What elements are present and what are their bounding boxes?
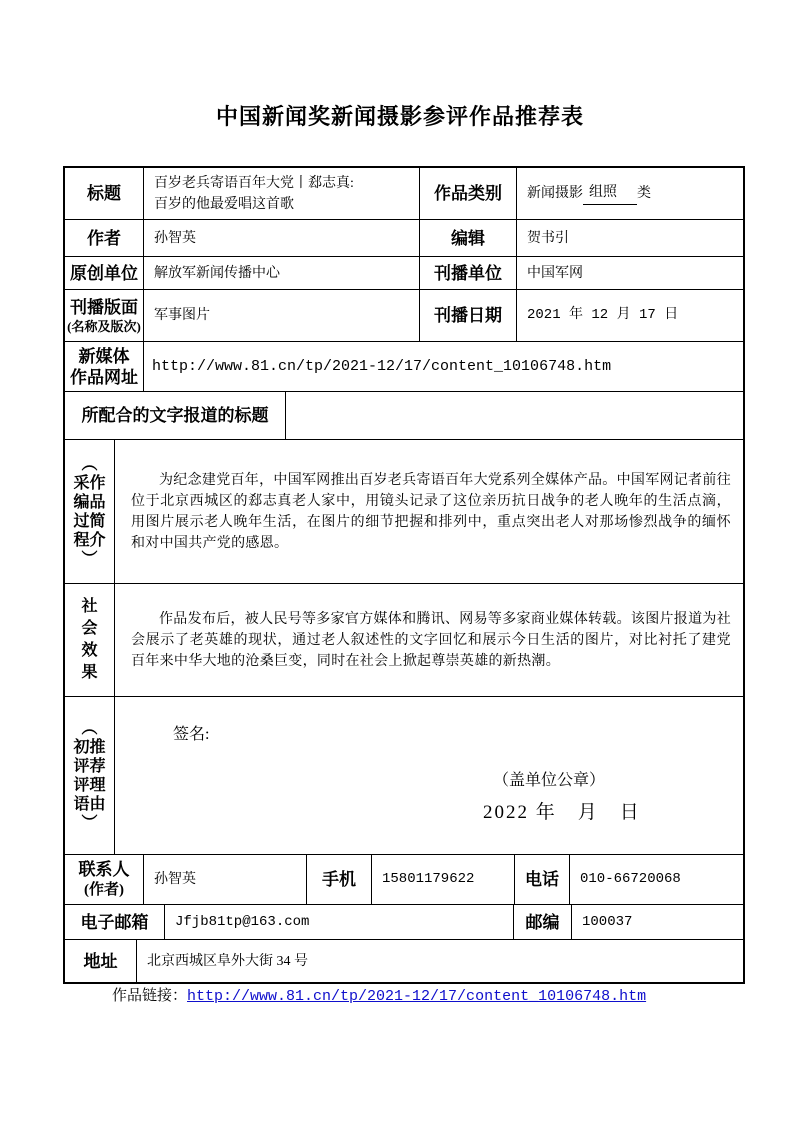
process-label-line2: 编品 — [73, 493, 106, 511]
process-cell — [115, 440, 743, 583]
row-org — [65, 257, 743, 290]
row-process — [65, 440, 743, 584]
org-label: 原创单位 — [65, 257, 144, 289]
address-label: 地址 — [65, 940, 137, 982]
zip-label: 邮编 — [514, 905, 572, 939]
publish-org-value: 中国军网 — [527, 265, 583, 281]
effect-cell — [115, 584, 743, 696]
publish-org-label: 刊播单位 — [420, 257, 517, 289]
url-label-line2: 作品网址 — [70, 367, 138, 387]
text-report-title-value — [286, 392, 743, 439]
row-edition — [65, 290, 743, 342]
process-label-paren-top: ︵ — [81, 455, 98, 473]
process-label — [65, 440, 115, 583]
mobile-value: 15801179622 — [372, 855, 515, 904]
sign-date-line: 2022 年 月 日 — [483, 802, 641, 823]
review-label-paren-bottom: ︶ — [81, 814, 98, 832]
email-label: 电子邮箱 — [65, 905, 165, 939]
title-value-line1: 百岁老兵寄语百年大党丨郄志真: — [154, 175, 354, 191]
page-title: 中国新闻奖新闻摄影参评作品推荐表 — [215, 104, 584, 129]
effect-label-line2: 会 — [81, 620, 98, 637]
row-title — [65, 168, 743, 220]
process-label-line4: 程介 — [73, 531, 106, 549]
effect-label — [65, 584, 115, 696]
review-label-line3: 评理 — [73, 776, 106, 794]
process-text: 为纪念建党百年，中国军网推出百岁老兵寄语百年大党系列全媒体产品。中国军网记者前往位于北京西城区的郄志真老人家中，用镜头记录了这位亲历抗日战争的老人晚年的生活点滴，用图片展示老人晚年生活，在图片的细节把握和排列中，重点突出老人对那场惨烈战争的缅怀和对中国共产党的感恩。 — [131, 472, 731, 551]
footer-link-label: 作品链接： — [112, 988, 188, 1004]
mobile-label: 手机 — [307, 855, 372, 904]
work-link[interactable]: http://www.81.cn/tp/2021-12/17/content_10106748.htm — [187, 988, 647, 1005]
review-label-paren-top: ︵ — [81, 719, 98, 737]
category-value — [517, 168, 743, 219]
address-value: 北京西城区阜外大街 34 号 — [147, 953, 308, 969]
category-label: 作品类别 — [420, 168, 517, 219]
title-value-line2: 百岁的他最爱唱这首歌 — [154, 196, 294, 212]
contact-label-line2: (作者) — [84, 881, 124, 898]
recommendation-form-table — [63, 166, 745, 984]
contact-name: 孙智英 — [144, 855, 307, 904]
publish-date-value: 2021 年 12 月 17 日 — [527, 307, 679, 323]
row-review — [65, 697, 743, 855]
email-value: Jfjb81tp@163.com — [165, 905, 514, 939]
edition-value: 军事图片 — [144, 290, 420, 341]
review-label-line1: 初推 — [73, 738, 106, 756]
seal-note: （盖单位公章） — [493, 772, 606, 789]
url-value: http://www.81.cn/tp/2021-12/17/content_10106748.htm — [152, 358, 612, 375]
title-value — [144, 168, 420, 219]
category-type-underlined: 组照 — [583, 182, 637, 205]
zip-value: 100037 — [582, 913, 633, 930]
effect-text: 作品发布后，被人民号等多家官方媒体和腾讯、网易等多家商业媒体转载。该图片报道为社会展示了老英雄的现状，通过老人叙述性的文字回忆和展示今日生活的图片，对比衬托了建党百年来中华大地的沧桑巨变，同时在社会上掀起尊崇英雄的新热潮。 — [131, 611, 731, 669]
title-label: 标题 — [65, 168, 144, 219]
process-label-paren-bottom: ︶ — [81, 550, 98, 568]
footer-link-line — [112, 984, 646, 1005]
category-suffix: 类 — [637, 186, 651, 201]
review-label-line4: 语由 — [73, 795, 106, 813]
review-label — [65, 697, 115, 854]
contact-label-line1: 联系人 — [78, 859, 130, 879]
phone-value: 010-66720068 — [580, 871, 681, 887]
edition-label-sub: (名称及版次) — [67, 318, 141, 334]
row-url — [65, 342, 743, 392]
effect-label-line3: 效 — [81, 642, 98, 659]
url-label — [65, 342, 144, 391]
author-label: 作者 — [65, 220, 144, 256]
signature-label: 签名: — [173, 726, 210, 743]
row-email — [65, 905, 743, 940]
category-prefix: 新闻摄影 — [527, 186, 583, 201]
editor-value: 贺书引 — [527, 230, 569, 246]
effect-label-line4: 果 — [81, 664, 98, 681]
url-label-line1: 新媒体 — [78, 346, 130, 366]
text-report-title-label: 所配合的文字报道的标题 — [65, 392, 286, 439]
editor-label: 编辑 — [420, 220, 517, 256]
org-value: 解放军新闻传播中心 — [144, 257, 420, 289]
phone-label: 电话 — [515, 855, 570, 904]
row-author — [65, 220, 743, 257]
effect-label-line1: 社 — [81, 598, 98, 615]
row-contact — [65, 855, 743, 905]
process-label-line3: 过简 — [73, 512, 106, 530]
review-label-line2: 评荐 — [73, 757, 106, 775]
process-label-line1: 采作 — [73, 474, 106, 492]
contact-label — [65, 855, 144, 904]
publish-date-label: 刊播日期 — [420, 290, 517, 341]
row-text-report-title — [65, 392, 743, 440]
row-address — [65, 940, 743, 982]
review-sign-cell — [115, 697, 743, 854]
edition-label — [65, 290, 144, 341]
row-effect — [65, 584, 743, 697]
edition-label-main: 刊播版面 — [70, 297, 138, 317]
author-value: 孙智英 — [144, 220, 420, 256]
